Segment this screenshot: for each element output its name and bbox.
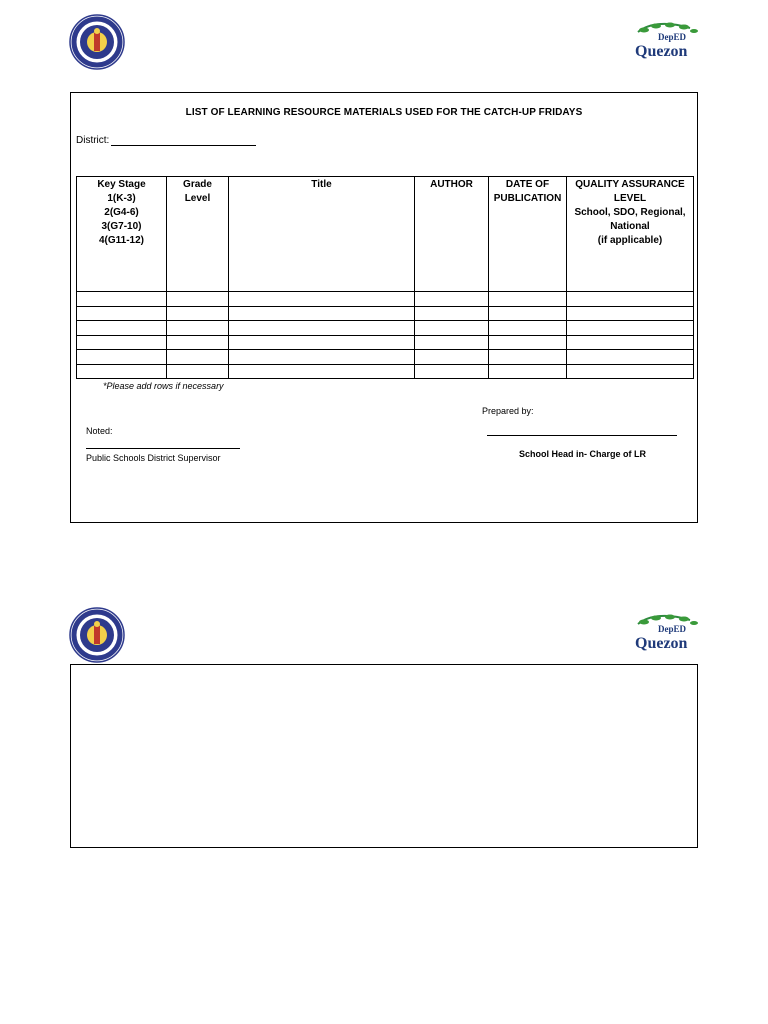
table-row (77, 306, 694, 321)
col-date-of-publication: DATE OF PUBLICATION (489, 177, 567, 292)
form-title: LIST OF LEARNING RESOURCE MATERIALS USED FOR THE CATCH-UP FRIDAYS (185, 107, 583, 118)
col-key-stage: Key Stage 1(K-3) 2(G4-6) 3(G7-10) 4(G11-12) (77, 177, 167, 292)
district-label: District: (76, 135, 110, 146)
deped-text: DepED (658, 32, 687, 42)
quezon-text: Quezon (635, 635, 688, 652)
table-row (77, 335, 694, 350)
noted-label: Noted: (86, 426, 113, 436)
col-grade-level: Grade Level (167, 177, 229, 292)
col-title: Title (229, 177, 415, 292)
supervisor-signature-line[interactable] (86, 448, 240, 449)
blank-content-box (70, 664, 698, 848)
resource-materials-form (70, 92, 698, 523)
school-head-signature-line[interactable] (487, 435, 677, 436)
table-row (77, 292, 694, 307)
materials-table (76, 176, 694, 379)
table-header-row (77, 177, 694, 292)
table-row (77, 321, 694, 336)
district-field[interactable] (76, 135, 256, 146)
school-head-title: School Head in- Charge of LR (519, 449, 647, 459)
table-row (77, 364, 694, 379)
deped-text: DepED (658, 624, 687, 634)
add-rows-note: *Please add rows if necessary (103, 381, 224, 391)
deped-seal-logo (69, 14, 125, 70)
deped-seal-logo (69, 607, 125, 663)
col-quality-assurance-level: QUALITY ASSURANCE LEVEL School, SDO, Regional, National (if applicable) (567, 177, 694, 292)
deped-quezon-logo (630, 22, 700, 62)
deped-quezon-logo (630, 614, 700, 654)
prepared-by-label: Prepared by: (482, 406, 534, 416)
quezon-text: Quezon (635, 43, 688, 60)
district-blank-line[interactable] (111, 136, 256, 146)
col-author: AUTHOR (415, 177, 489, 292)
supervisor-title: Public Schools District Supervisor (86, 453, 221, 463)
table-row (77, 350, 694, 365)
